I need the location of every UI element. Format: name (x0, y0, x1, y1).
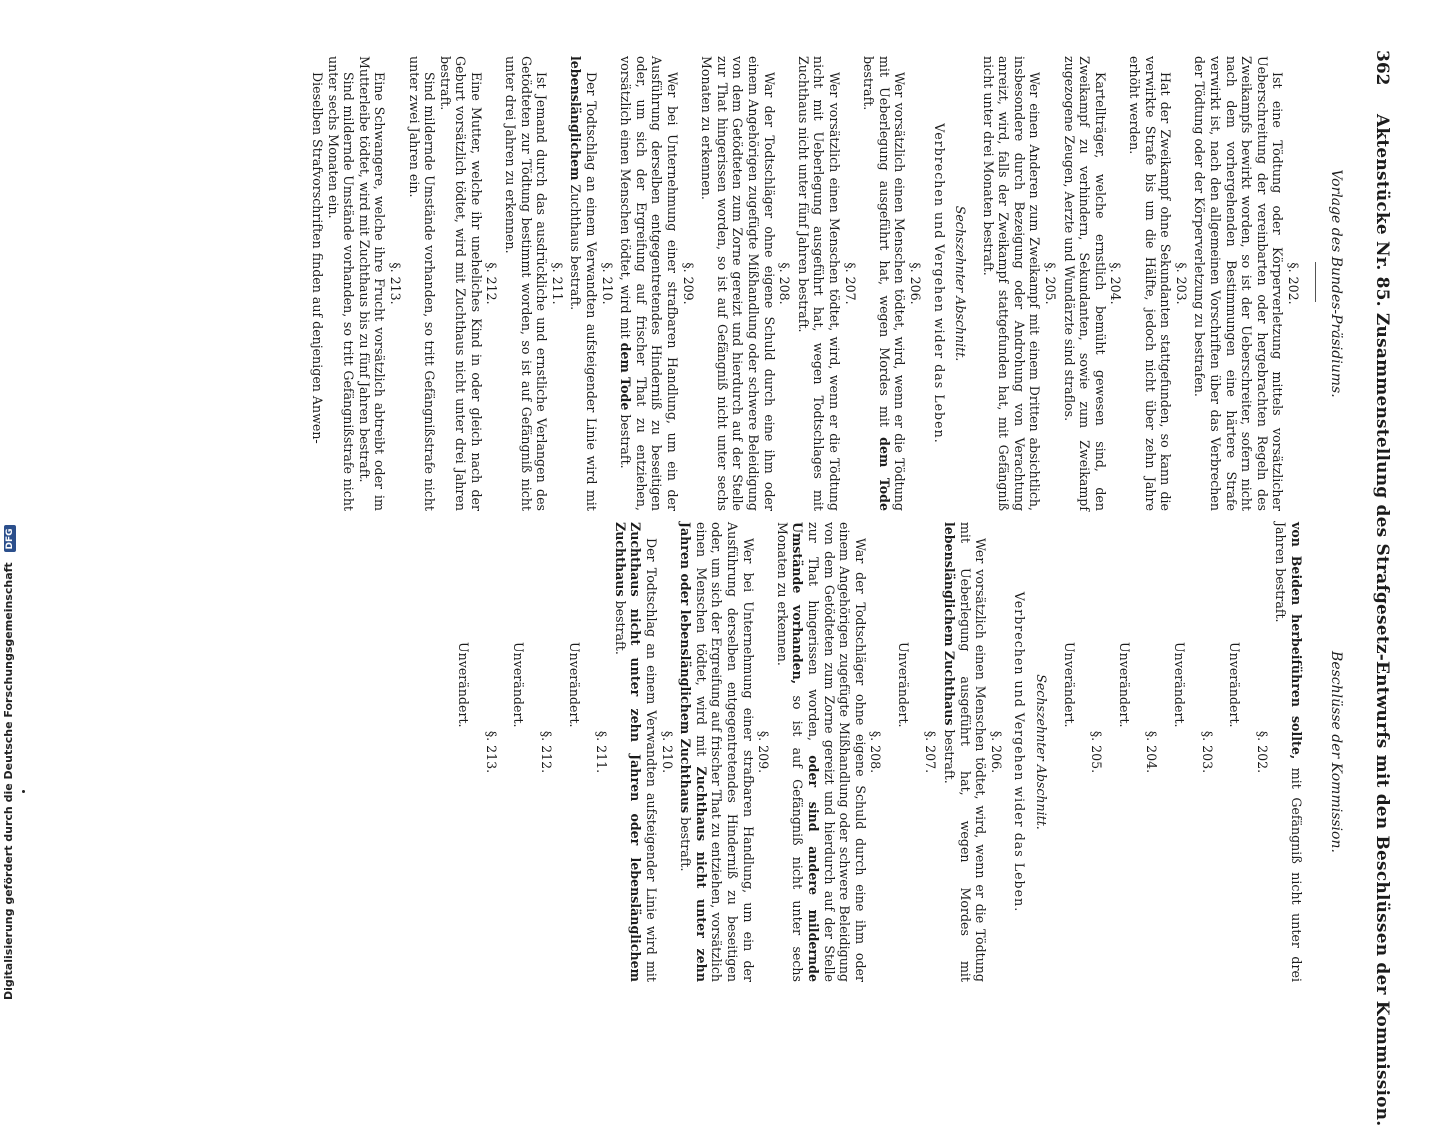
section-label: §. 207. (923, 730, 939, 774)
section-label: §. 211. (594, 730, 610, 774)
chapter-heading: Verbrechen und Vergehen wider das Leben. (1012, 591, 1028, 913)
section-label: §. 205. (1043, 262, 1059, 305)
paragraph: Wer vorsätzlich einen Menschen tödtet, wird, wenn er die Tödtung nicht mit Ueberlegung ausgeführt hat, wegen Todtschlages mit Zuchthaus nicht unter fünf Jahren bestraft. (795, 56, 842, 511)
section-label: §. 209. (680, 262, 696, 305)
text: Wer bei Unternehmung einer strafbaren Handlung, um ein der Ausführung derselben entgegentretendes Hinderniß zu beseitigen oder, um sich der Ergreifung auf frischer That zu entziehen, vorsätzlich einen Menschen tödtet, wird mit (618, 56, 681, 511)
paragraph (861, 56, 908, 511)
text: Wer vorsätzlich einen Menschen tödtet, wird, wenn er die Tödtung mit Ueberlegung ausgeführt hat, wegen Mordes mit (876, 56, 908, 511)
scan-speck (22, 790, 25, 793)
unchanged-note: Unverändert. (511, 642, 527, 728)
text: so ist auf Gefängniß nicht unter sechs Monaten zu erkennen. (774, 522, 806, 982)
text: War der Todtschläger ohne eigene Schuld durch eine ihm oder einem Angehörigen zugefügte Mißhandlung oder schwere Beleidigung von dem Getödteten zum Zorne gereizt und hierdurch auf der Stelle zur That hingerissen worden, (805, 522, 868, 982)
page-title: Aktenstücke Nr. 85. Zusammenstellung des Strafgesetz-Entwurfs mit den Beschlüssen der Kommission. (1372, 114, 1392, 1126)
emphasis: Zuchthaus nicht unter zehn Jahren oder lebenslänglichem Zuchthaus (678, 522, 709, 982)
paragraph: Ist Jemand durch das ausdrückliche und ernstliche Verlangen des Getödteten zur Tödtung bestimmt worden, so ist auf Gefängniß nicht unter drei Jahren zu erkennen. (503, 56, 550, 511)
unchanged-note: Unverändert. (456, 642, 472, 728)
title-divider (1315, 262, 1316, 302)
right-column-title: Beschlüsse der Kommission. (1328, 651, 1344, 853)
section-label: §. 205. (1089, 730, 1105, 774)
emphasis: lebenslänglichem Zuchthaus (942, 522, 958, 726)
unchanged-note: Unverändert. (1061, 642, 1077, 728)
text: bestraft. (861, 56, 877, 111)
section-label: §. 204. (1144, 730, 1160, 774)
text: bestraft. (942, 729, 958, 784)
section-label: §. 212. (484, 262, 500, 305)
text: bestraft. (618, 414, 634, 469)
right-column (444, 522, 1304, 982)
section-label: §. 206. (907, 262, 923, 305)
unchanged-note: Unverändert. (1172, 642, 1188, 728)
paragraph: Eine Mutter, welche ihr uneheliches Kind in oder gleich nach der Geburt vorsätzlich tödtet, wird mit Zuchthaus nicht unter drei Jahren bestraft. (437, 56, 484, 511)
paragraph: Eine Schwangere, welche ihre Frucht vorsätzlich abtreibt oder im Mutterleibe tödtet, wird mit Zuchthaus bis zu fünf Jahren bestraft. (356, 56, 388, 511)
paragraph: Kartellträger, welche ernstlich bemüht gewesen sind, den Zweikampf zu verhindern, Sekundanten, sowie zum Zweikampf zugezogene Zeugen, Aerzte und Wundärzte sind straflos. (1061, 56, 1108, 511)
paragraph: Hat der Zweikampf ohne Sekundanten stattgefunden, so kann die verwirkte Strafe bis um die Hälfte, jedoch nicht über zehn Jahre erhöht werden. (1127, 56, 1174, 511)
section-label: §. 206. (988, 730, 1004, 774)
unchanged-note: Unverändert. (895, 642, 911, 728)
paragraph (1273, 522, 1304, 982)
paragraph (774, 522, 868, 982)
unchanged-note: Unverändert. (1227, 642, 1243, 728)
unchanged-note: Unverändert. (1116, 642, 1132, 728)
emphasis: lebenslänglichem (568, 56, 584, 181)
paragraph: Sind mildernde Umstände vorhanden, so tritt Gefängnißstrafe nicht unter sechs Monaten ein. (325, 56, 357, 511)
digitization-footer (2, 528, 20, 1000)
section-label: §. 207. (842, 262, 858, 305)
left-column (309, 56, 1304, 511)
section-label: §. 204. (1108, 262, 1124, 305)
text: Zuchthaus bestraft. (568, 184, 584, 311)
paragraph (618, 56, 680, 511)
chapter-heading: Verbrechen und Vergehen wider das Leben. (931, 123, 947, 444)
section-label: §. 210. (659, 730, 675, 774)
paragraph: Dieselben Strafvorschriften finden auf denjenigen Anwen- (309, 72, 325, 444)
chapter-label: Sechszehnter Abschnitt. (953, 205, 969, 362)
section-label: §. 209. (756, 730, 772, 774)
chapter-label: Sechszehnter Abschnitt. (1034, 674, 1050, 830)
paragraph: War der Todtschläger ohne eigene Schuld durch eine ihm oder einem Angehörigen zugefügte Mißhandlung oder schwere Beleidigung von dem Getödteten zum Zorne gereizt und hierdurch auf der Stelle zur That hingerissen worden, so ist auf Gefängniß nicht unter sechs Monaten zu erkennen. (699, 56, 777, 511)
section-label: §. 208. (777, 262, 793, 305)
section-label: §. 203. (1199, 730, 1215, 774)
text: Der Todtschlag an einem Verwandten aufsteigender Linie wird mit (644, 538, 659, 982)
text: Wer bei Unternehmung einer strafbaren Handlung, um ein der Ausführung derselben entgegentretendes Hinderniß zu beseitigen oder, um sich der Ergreifung auf frischer That zu entziehen, vorsätzlich einen Menschen tödtet, wird mit (693, 522, 756, 982)
section-label: §. 208. (868, 730, 884, 774)
left-column-title: Vorlage des Bundes-Präsidiums. (1328, 169, 1344, 398)
section-label: §. 210. (599, 262, 615, 305)
paragraph: Ist eine Tödtung oder Körperverletzung mittels vorsätzlicher Ueberschreitung der vereinbarten oder hergebrachten Regeln des Zweikampfs bewirkt worden, so ist der Ueberschreiter, sofern nicht nach dem vorhergehenden Bestimmungen eine härtere Strafe verwirkt ist, nach den allgemeinen Vorschriften über das Verbrechen der Tödtung oder der Körperverletzung zu bestrafen. (1192, 56, 1286, 511)
emphasis: oder sind andere mildernde Umstände vorhanden, (790, 522, 821, 982)
dfg-logo: DFG (4, 525, 16, 552)
page-header (1362, 50, 1392, 1126)
text: mit Gefängniß nicht unter drei Jahren bestraft. (1273, 522, 1304, 982)
page-number: 362 (1372, 50, 1392, 86)
section-label: §. 213. (483, 730, 499, 774)
emphasis: von Beiden herbeiführen sollte, (1289, 522, 1304, 760)
paragraph (942, 522, 989, 982)
section-label: §. 202. (1286, 262, 1301, 305)
section-label: §. 211. (549, 262, 565, 305)
text: Der Todtschlag an einem Verwandten aufsteigender Linie wird mit (584, 72, 600, 511)
text: bestraft. (612, 600, 628, 655)
text: bestraft. (678, 817, 694, 872)
section-label: §. 202. (1254, 730, 1270, 774)
section-label: §. 203. (1173, 262, 1189, 305)
unchanged-note: Unverändert. (566, 642, 582, 728)
section-label: §. 212. (539, 730, 555, 774)
footer-text: Digitalisierung gefördert durch die Deutsche Forschungsgemeinschaft (2, 562, 15, 1000)
emphasis: dem Tode (876, 437, 892, 511)
text: Wer vorsätzlich einen Menschen tödtet, wird, wenn er die Tödtung mit Ueberlegung ausgeführt hat, wegen Mordes mit (957, 522, 989, 982)
paragraph: Wer einen Anderen zum Zweikampf mit einem Dritten absichtlich, insbesondere durch Bezeigung oder Androhung von Verachtung anreizt, wird, falls der Zweikampf stattgefunden hat, mit Gefängniß nicht unter drei Monaten bestraft. (980, 56, 1043, 511)
section-label: §. 213. (387, 262, 403, 305)
paragraph: Sind mildernde Umstände vorhanden, so tritt Gefängnißstrafe nicht unter zwei Jahren ein. (406, 56, 438, 511)
paragraph (568, 56, 599, 511)
paragraph (612, 522, 659, 982)
paragraph (678, 522, 756, 982)
emphasis: dem Tode (618, 342, 634, 411)
emphasis: Zuchthaus nicht unter zehn Jahren oder lebenslänglichem Zuchthaus (612, 522, 644, 982)
